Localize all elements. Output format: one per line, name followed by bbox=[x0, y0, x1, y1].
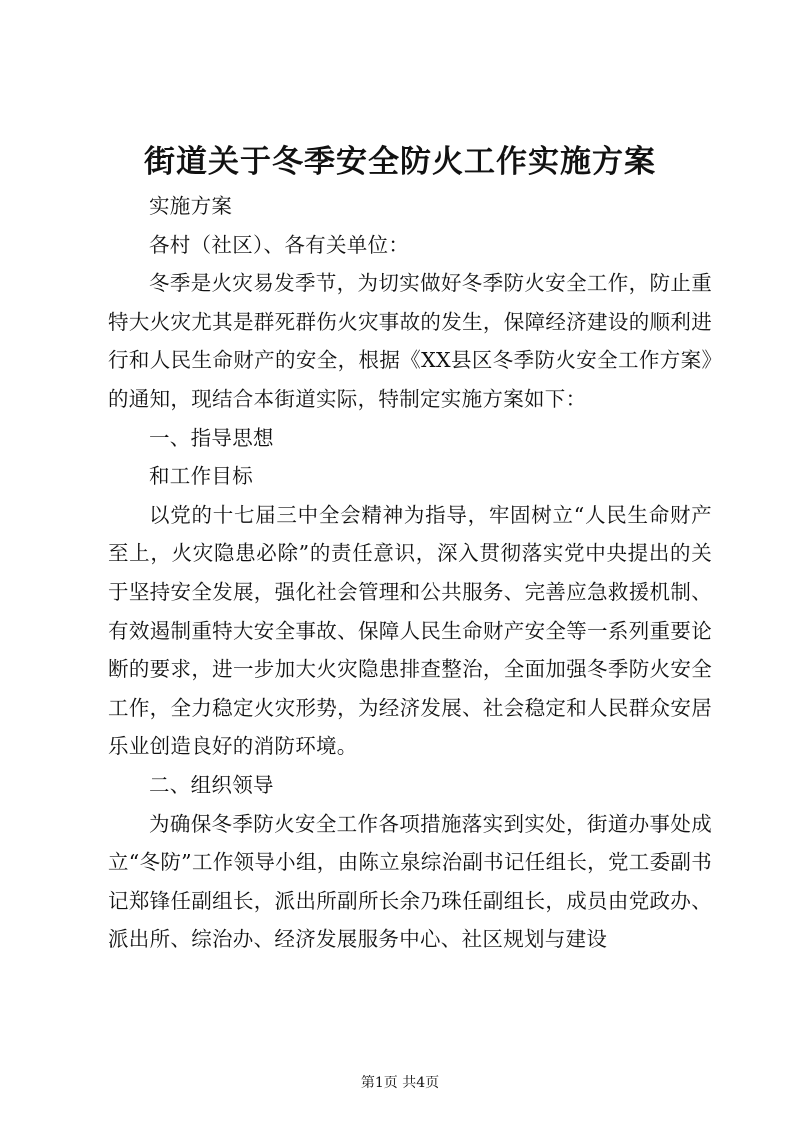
section-heading-work-goals: 和工作目标 bbox=[149, 464, 253, 489]
section-heading-organization: 二、组织领导 bbox=[149, 772, 274, 797]
paragraph-plan-label: 实施方案 bbox=[149, 194, 233, 218]
paragraph-introduction: 冬季是火灾易发季节，为切实做好冬季防火安全工作，防止重特大火灾尤其是群死群伤火灾事故的发生，保障经济建设的顺利进行和人民生命财产的安全，根据《XX县区冬季防火安全工作方案》的通知，现结合本街道实际，特制定实施方案如下： bbox=[108, 271, 712, 411]
document-body bbox=[108, 187, 712, 959]
paragraph-addressee: 各村（社区）、各有关单位： bbox=[149, 232, 410, 257]
paragraph-guiding-ideology: 以党的十七届三中全会精神为指导，牢固树立“人民生命财产至上，火灾隐患必除”的责任意识，深入贯彻落实党中央提出的关于坚持安全发展，强化社会管理和公共服务、完善应急救援机制、有效遏制重特大安全事故、保障人民生命财产安全等一系列重要论断的要求，进一步加大火灾隐患排查整治，全面加强冬季防火安全工作，全力稳定火灾形势，为经济发展、社会稳定和人民群众安居乐业创造良好的消防环境。 bbox=[108, 502, 712, 759]
document-title: 街道关于冬季安全防火工作实施方案 bbox=[144, 144, 656, 180]
page-number-footer: 第1页 共4页 bbox=[360, 1075, 440, 1091]
paragraph-organization: 为确保冬季防火安全工作各项措施落实到实处，街道办事处成立“冬防”工作领导小组，由陈立泉综治副书记任组长，党工委副书记郑锋任副组长，派出所副所长余乃珠任副组长，成员由党政办、派出所、综治办、经济发展服务中心、社区规划与建设 bbox=[108, 811, 712, 952]
section-heading-guiding-ideology: 一、指导思想 bbox=[149, 425, 274, 450]
